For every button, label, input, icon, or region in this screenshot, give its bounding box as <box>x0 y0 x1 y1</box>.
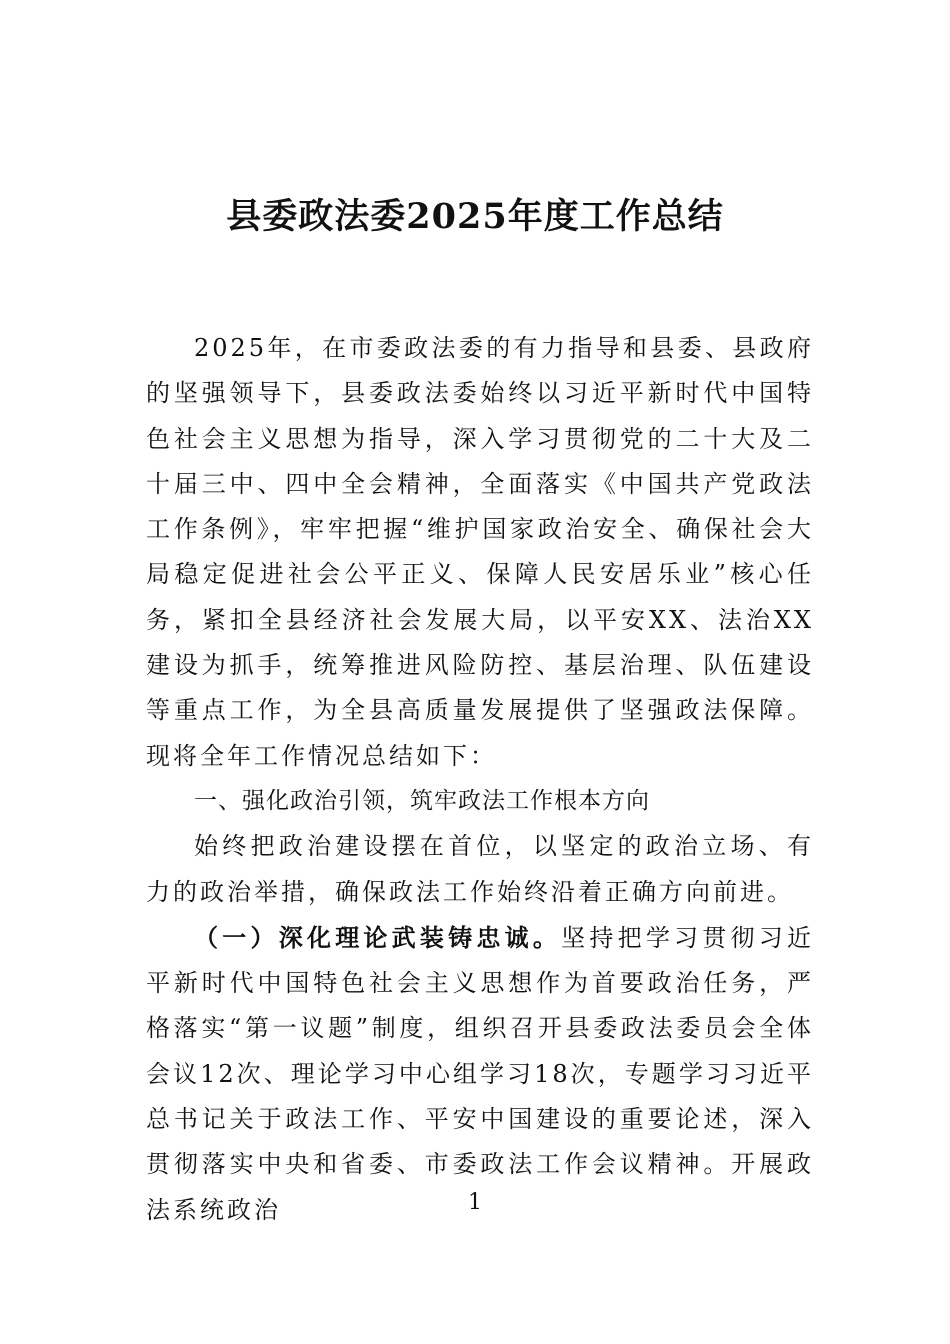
page-number: 1 <box>468 1190 482 1215</box>
document-body <box>146 326 814 1233</box>
subsection-paragraph <box>146 915 814 1233</box>
intro-paragraph: 2025年，在市委政法委的有力指导和县委、县政府的坚强领导下，县委政法委始终以习近平新时代中国特色社会主义思想为指导，深入学习贯彻党的二十大及二十届三中、四中全会精神，全面落实《中国共产党政法工作条例》，牢牢把握“维护国家政治安全、确保社会大局稳定促进社会公平正义、保障人民安居乐业”核心任务，紧扣全县经济社会发展大局，以平安XX、法治XX建设为抓手，统筹推进风险防控、基层治理、队伍建设等重点工作，为全县高质量发展提供了坚强政法保障。现将全年工作情况总结如下： <box>146 334 814 770</box>
section-lead-paragraph: 始终把政治建设摆在首位，以坚定的政治立场、有力的政治举措，确保政法工作始终沿着正确方向前进。 <box>146 832 814 906</box>
section-heading: 一、强化政治引领，筑牢政法工作根本方向 <box>194 787 650 814</box>
document-title: 县委政法委2025年度工作总结 <box>226 196 724 237</box>
subsection-text: 坚持把学习贯彻习近平新时代中国特色社会主义思想作为首要政治任务，严格落实“第一议题”制度，组织召开县委政法委员会全体会议12次、理论学习中心组学习18次，专题学习习近平总书记关于政法工作、平安中国建设的重要论述，深入贯彻落实中央和省委、市委政法工作会议精神。开展政法系统政治 <box>146 923 815 1224</box>
subsection-heading: （一）深化理论武装铸忠诚。 <box>194 922 562 952</box>
